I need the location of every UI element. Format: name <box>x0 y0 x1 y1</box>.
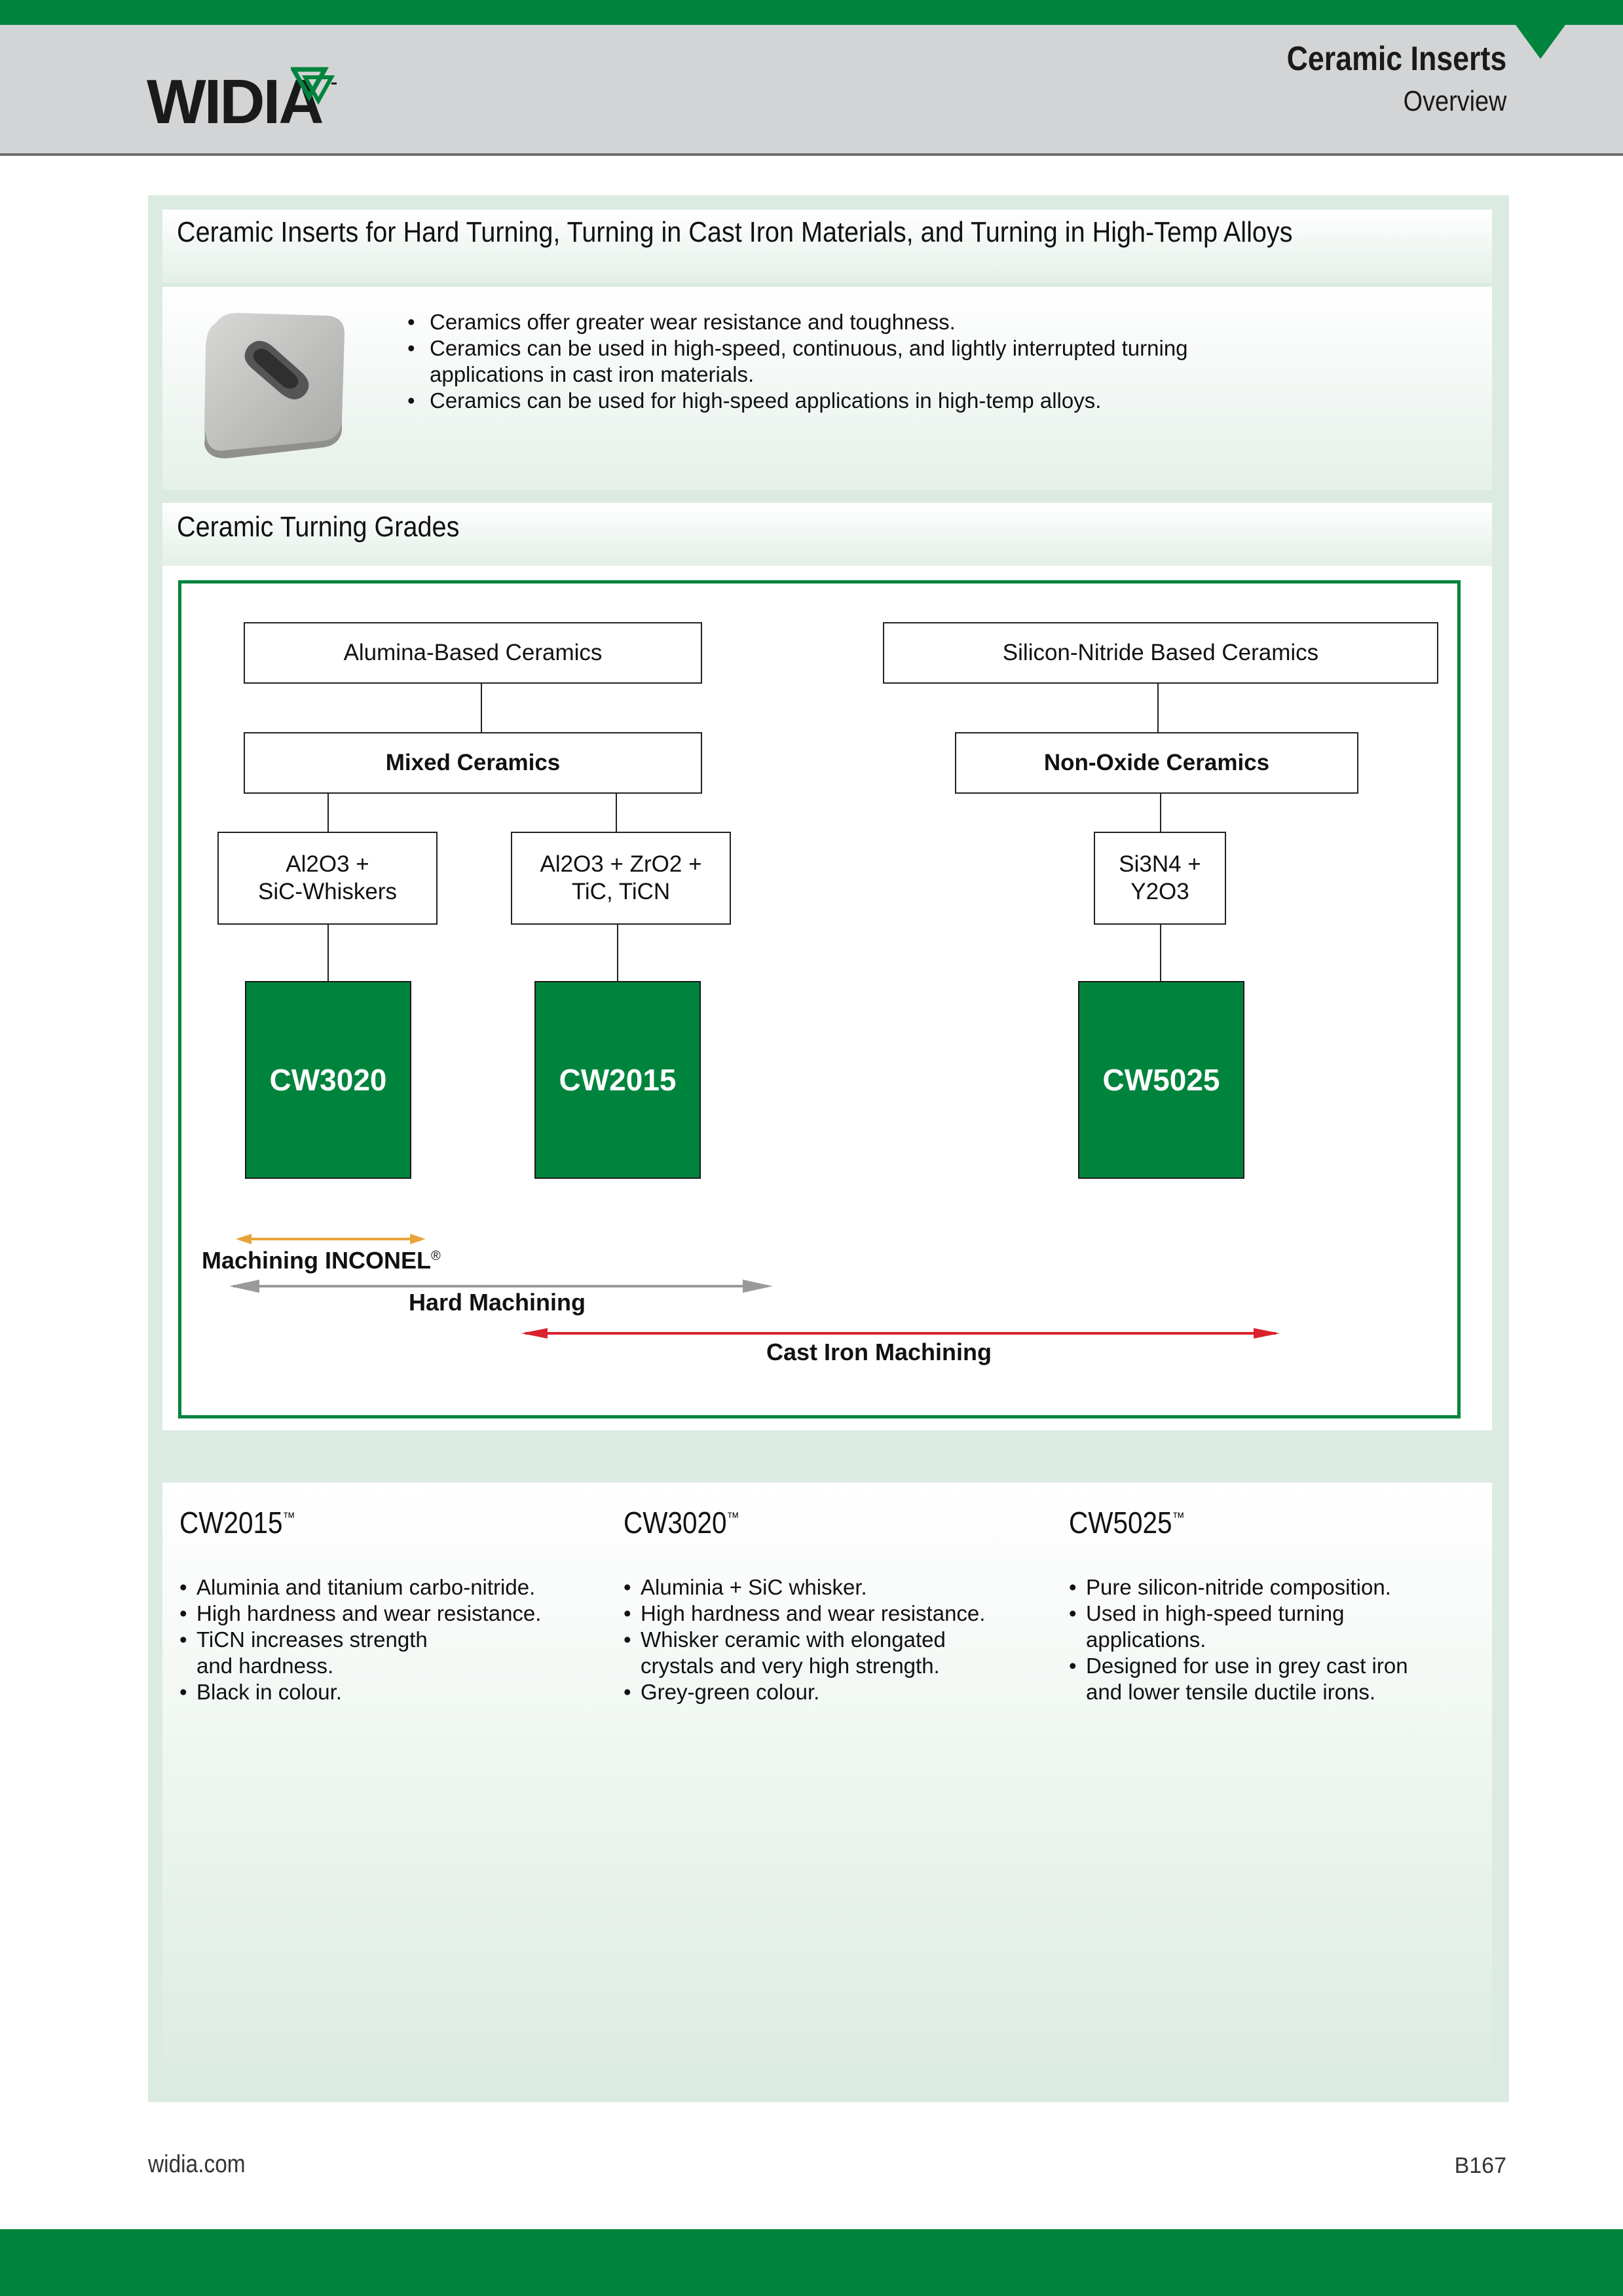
grade-bullets-cw2015 <box>179 1574 586 1705</box>
header-notch <box>1516 25 1565 59</box>
composition-box-3 <box>1094 832 1226 925</box>
composition-box-2 <box>511 832 731 925</box>
grade-title-cw5025 <box>1069 1505 1185 1540</box>
widia-logo: WIDIA <box>147 67 322 137</box>
connector-line <box>327 925 329 981</box>
grade-box-cw3020: CW3020 <box>245 981 411 1179</box>
intro-bullet: • Ceramics offer greater wear resistance and toughness. <box>407 309 1311 335</box>
grade-bullet: • High hardness and wear resistance. <box>624 1601 1030 1627</box>
footer-page-number: B167 <box>1454 2153 1506 2178</box>
grade-name: CW5025 <box>1069 1506 1172 1540</box>
mixed-ceramics-box: Mixed Ceramics <box>244 732 702 794</box>
grade-box-cw2015: CW2015 <box>534 981 701 1179</box>
grade-name: CW3020 <box>624 1506 727 1540</box>
cast-iron-machining-label: Cast Iron Machining <box>766 1339 992 1365</box>
grade-bullet: • Black in colour. <box>179 1679 586 1705</box>
composition-line: Al2O3 + ZrO2 + <box>540 851 702 877</box>
ceramic-insert-image <box>196 306 354 464</box>
intro-bullet: • Ceramics can be used in high-speed, continuous, and lightly interrupted turning applications in cast iron materials. <box>407 335 1242 388</box>
grade-bullet: • High hardness and wear resistance. <box>179 1601 586 1627</box>
grade-bullet: • Used in high-speed turning applications. <box>1069 1601 1368 1653</box>
inconel-label <box>202 1247 441 1274</box>
grade-bullet: • Whisker ceramic with elongated crystals and very high strength. <box>624 1627 981 1679</box>
grade-bullet: • Pure silicon-nitride composition. <box>1069 1574 1475 1601</box>
trademark: ™ <box>282 1509 295 1526</box>
alumina-based-box: Alumina-Based Ceramics <box>244 622 702 684</box>
connector-line <box>1157 684 1159 732</box>
header-title: Ceramic Inserts <box>1286 40 1506 78</box>
grade-bullet: • Aluminia + SiC whisker. <box>624 1574 1030 1601</box>
connector-line <box>617 925 618 981</box>
composition-line: Y2O3 <box>1130 879 1189 904</box>
composition-line: Si3N4 + <box>1119 851 1201 877</box>
inconel-label-text: Machining INCONEL <box>202 1247 431 1274</box>
grade-bullets-cw5025 <box>1069 1574 1475 1705</box>
bottom-bar <box>0 2229 1623 2296</box>
grade-descriptions-band <box>162 1483 1492 2085</box>
footer-website: widia.com <box>148 2151 246 2178</box>
connector-line <box>616 794 617 832</box>
intro-bullets <box>407 309 1311 414</box>
grade-bullet: • TiCN increases strength and hardness. <box>179 1627 458 1679</box>
connector-line <box>481 684 482 732</box>
composition-line: Al2O3 + <box>286 851 369 877</box>
grade-bullet: • Grey-green colour. <box>624 1679 1030 1705</box>
grade-bullets-cw3020 <box>624 1574 1030 1705</box>
registered-mark: ® <box>431 1249 441 1263</box>
header-subtitle: Overview <box>1403 85 1506 117</box>
cast-iron-arrow <box>521 1328 1280 1339</box>
trademark: ™ <box>1172 1509 1185 1526</box>
grades-section-title: Ceramic Turning Grades <box>177 511 460 543</box>
composition-line: SiC-Whiskers <box>258 879 397 904</box>
composition-line: TiC, TiCN <box>571 879 671 904</box>
connector-line <box>1160 794 1161 832</box>
intro-title: Ceramic Inserts for Hard Turning, Turning in Cast Iron Materials, and Turning in High-Temp Alloys <box>177 216 1293 248</box>
grade-name: CW2015 <box>179 1506 283 1540</box>
grade-bullet: • Designed for use in grey cast iron and lower tensile ductile irons. <box>1069 1653 1440 1705</box>
grade-bullet: • Aluminia and titanium carbo-nitride. <box>179 1574 586 1601</box>
top-bar <box>0 0 1623 25</box>
connector-line <box>327 794 329 832</box>
grade-box-cw5025: CW5025 <box>1078 981 1244 1179</box>
widia-logo-icon <box>291 63 338 110</box>
hard-machining-label: Hard Machining <box>409 1289 586 1316</box>
intro-bullet: • Ceramics can be used for high-speed applications in high-temp alloys. <box>407 388 1311 414</box>
grade-title-cw2015 <box>179 1505 295 1540</box>
composition-box-1 <box>217 832 438 925</box>
non-oxide-ceramics-box: Non-Oxide Ceramics <box>955 732 1358 794</box>
application-arrows <box>223 1223 1297 1341</box>
trademark: ™ <box>726 1509 739 1526</box>
inconel-arrow <box>236 1234 426 1244</box>
connector-line <box>1160 925 1161 981</box>
grade-title-cw3020 <box>624 1505 739 1540</box>
silicon-nitride-box: Silicon-Nitride Based Ceramics <box>883 622 1438 684</box>
